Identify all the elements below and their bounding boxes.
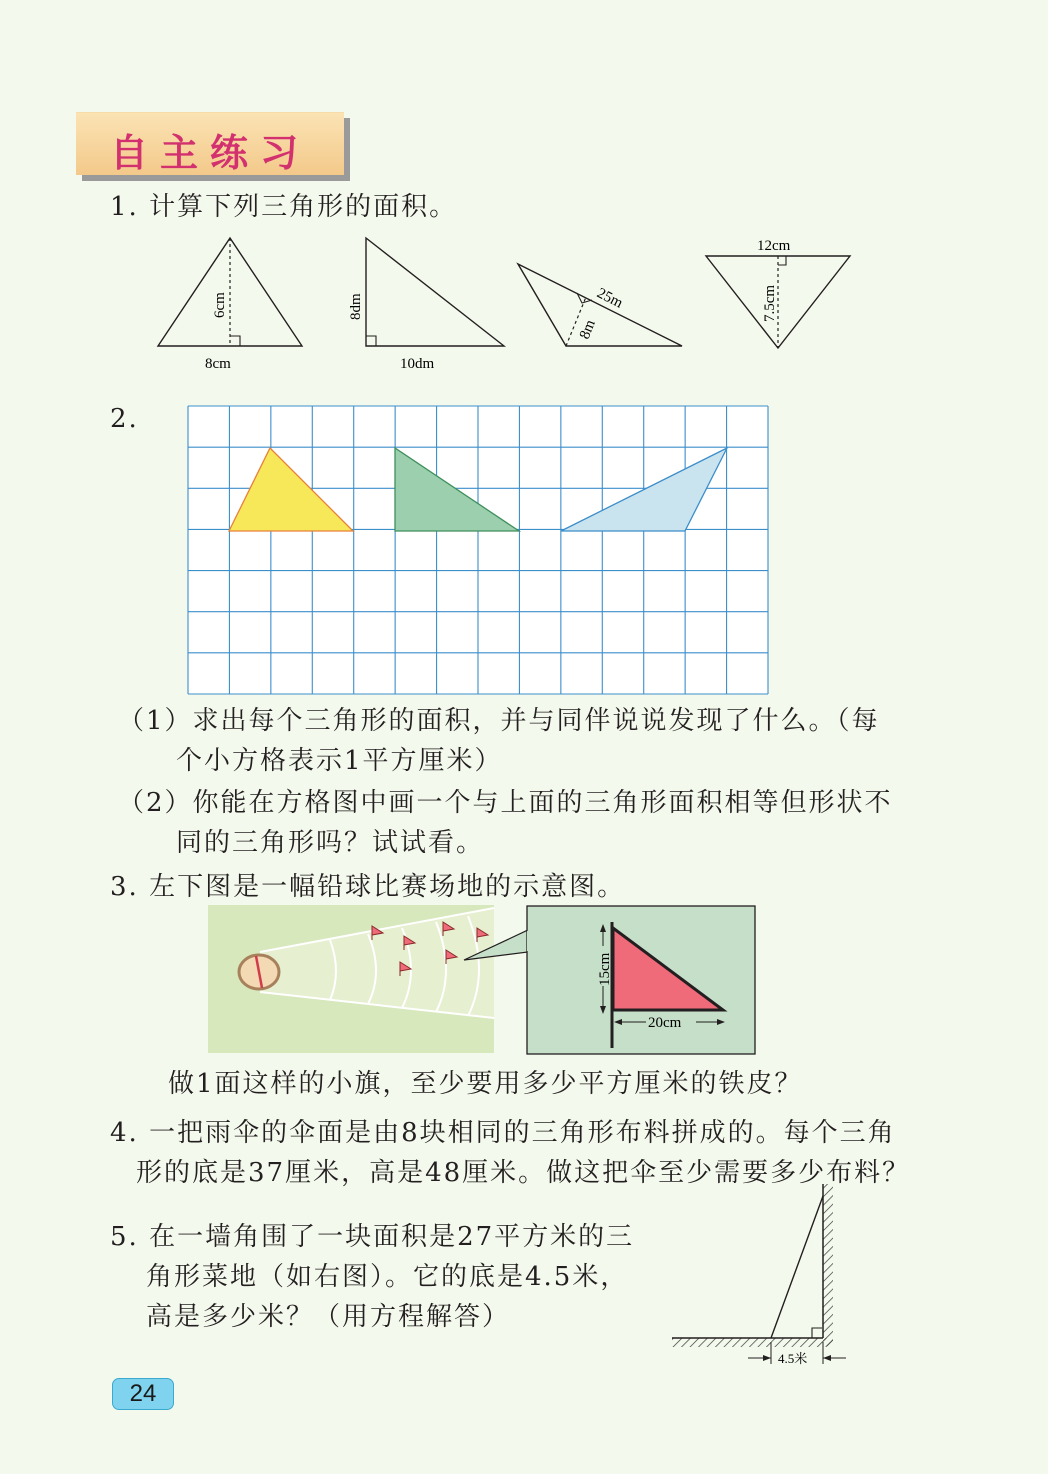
tri1-height-label: 6cm [212,292,228,318]
tri3-height-label: 8m [576,317,599,342]
tri2-height-label: 8dm [348,293,364,320]
q2-sub1-line2: 个小方格表示1平方厘米） [176,746,503,776]
q2-grid [188,406,768,694]
q1-prompt: 1. 计算下列三角形的面积。 [110,192,458,222]
tri1-base-label: 8cm [205,356,231,372]
q2-sub2-line2: 同的三角形吗？试试看。 [176,828,485,858]
q2-sub1-line1: （1）求出每个三角形的面积，并与同伴说说发现了什么。（每 [118,706,880,736]
tri4-height-label: 7.5cm [762,284,778,322]
q5-line3: 高是多少米？（用方程解答） [146,1302,511,1332]
wall-corner-figure [672,1184,846,1366]
q5-line2: 角形菜地（如右图）。它的底是4.5米， [146,1262,629,1292]
section-title: 自主练习 [109,131,310,175]
q1-triangle-2 [348,238,504,372]
q1-triangle-4 [706,238,850,348]
tri2-base-label: 10dm [400,356,435,372]
q2-sub2-line1: （2）你能在方格图中画一个与上面的三角形面积相等但形状不 [118,788,893,818]
flag-base-label: 20cm [648,1015,682,1031]
q3-question: 做1面这样的小旗，至少要用多少平方厘米的铁皮？ [168,1069,803,1099]
q1-triangle-3 [518,264,682,346]
q3-prompt: 3. 左下图是一幅铅球比赛场地的示意图。 [110,872,626,902]
q4-line1: 4. 一把雨伞的伞面是由8块相同的三角形布料拼成的。每个三角 [110,1118,896,1148]
tri3-base-label: 25m [594,285,626,312]
q4-line2: 形的底是37厘米，高是48厘米。做这把伞至少需要多少布料？ [136,1158,911,1188]
page-number: 24 [112,1378,174,1410]
q5-base-label: 4.5米 [778,1351,808,1366]
flag-panel [464,906,755,1054]
q2-number: 2. [110,404,139,434]
tri4-base-label: 12cm [757,238,791,254]
shotput-field [208,905,494,1053]
q5-line1: 5. 在一墙角围了一块面积是27平方米的三 [110,1222,635,1252]
flag-height-label: 15cm [597,952,613,986]
q1-triangle-1 [158,238,302,372]
